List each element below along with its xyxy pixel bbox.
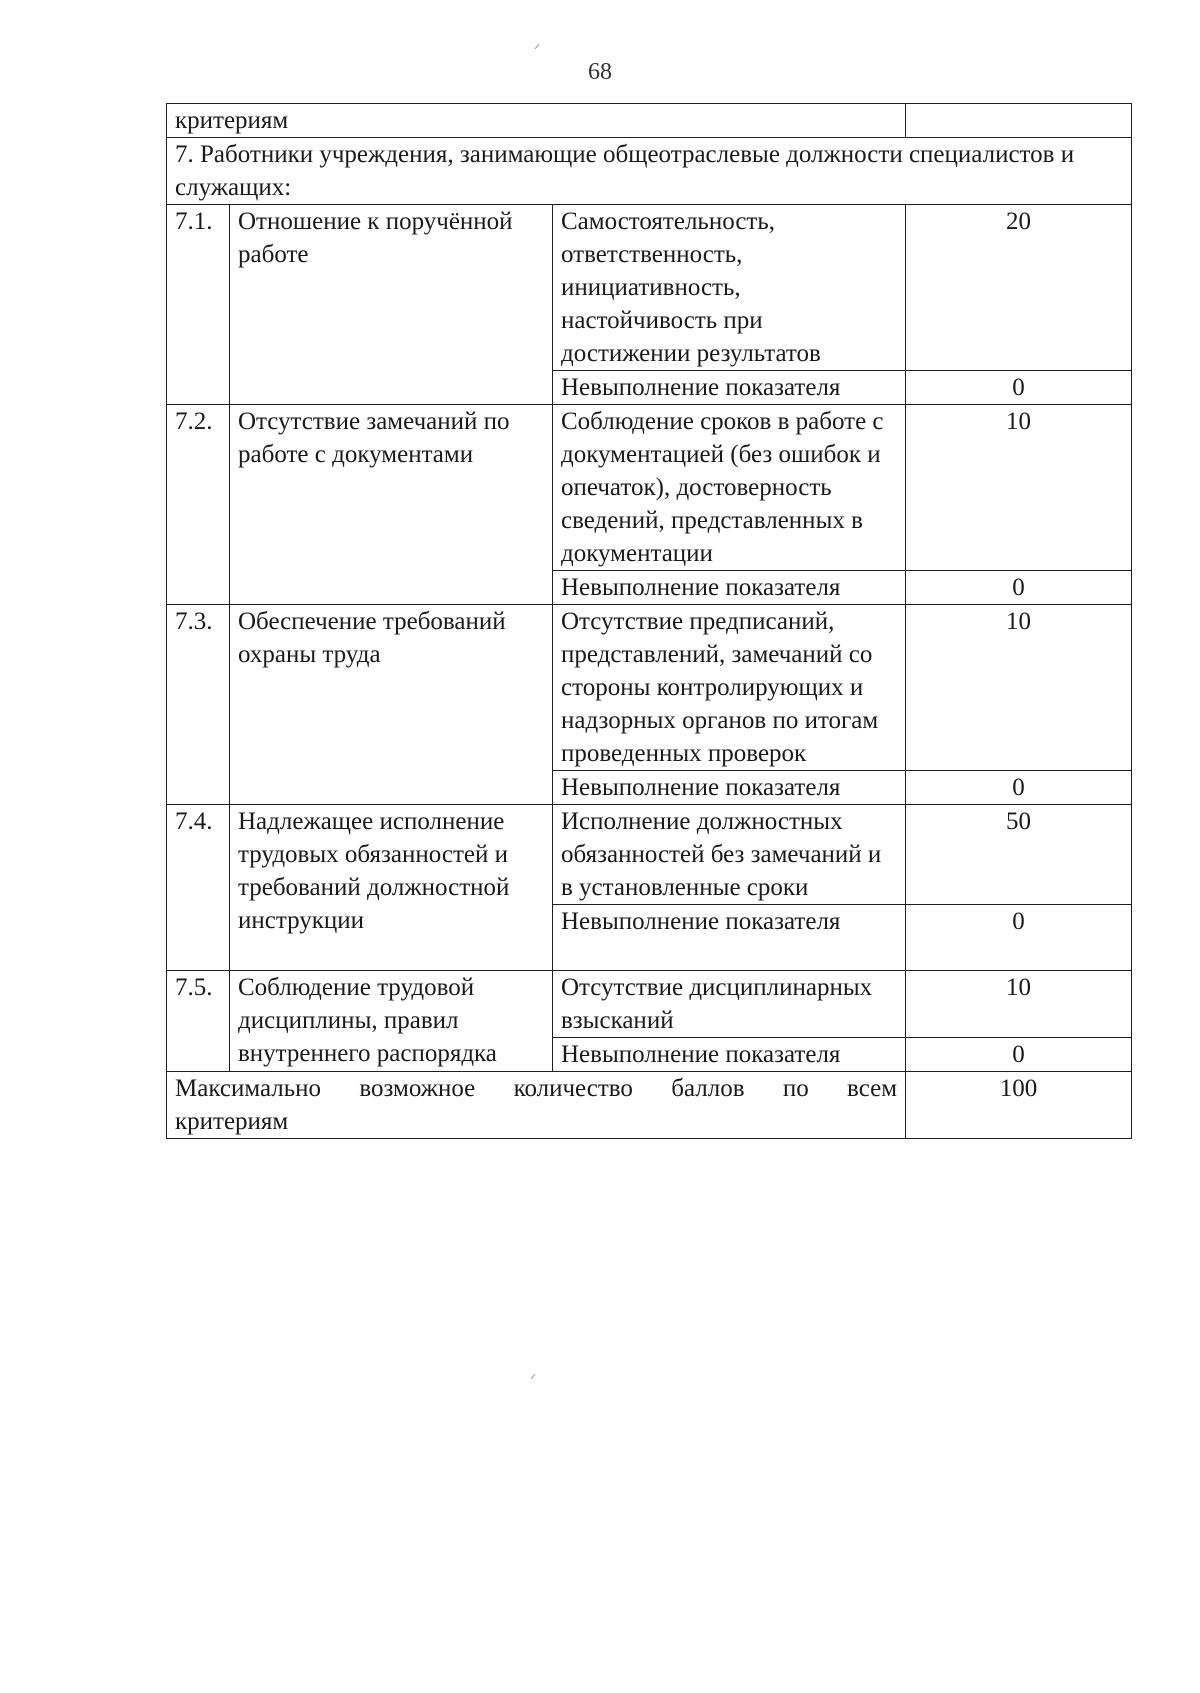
- indicator-text: Отсутствие предписаний, представлений, замечаний со стороны контролирующих и надзорных органов по итогам проведенных проверок: [553, 605, 906, 771]
- row-number: 7.2.: [167, 405, 230, 605]
- criterion-name: Обеспечение требований охраны труда: [230, 605, 553, 805]
- scan-speck: [535, 44, 540, 49]
- table-row: [167, 605, 1132, 771]
- section-heading: 7. Работники учреждения, занимающие общеотраслевые должности специалистов и служащих:: [167, 138, 1132, 205]
- indicator-text: Невыполнение показателя: [553, 1038, 906, 1072]
- total-row: [167, 1072, 1132, 1139]
- indicator-score: 10: [906, 405, 1132, 571]
- indicator-score: 0: [906, 1038, 1132, 1072]
- indicator-score: 0: [906, 905, 1132, 971]
- indicator-text: Соблюдение сроков в работе с документацией (без ошибок и опечаток), достоверность сведений, представленных в документации: [553, 405, 906, 571]
- section-heading-row: [167, 138, 1132, 205]
- indicator-score: 20: [906, 205, 1132, 371]
- scan-speck: [531, 1374, 536, 1379]
- continuation-row: [167, 104, 1132, 138]
- continuation-text: критериям: [167, 104, 906, 138]
- criterion-name: Надлежащее исполнение трудовых обязанностей и требований должностной инструкции: [230, 805, 553, 971]
- indicator-score: 10: [906, 605, 1132, 771]
- indicator-text: Исполнение должностных обязанностей без замечаний и в установленные сроки: [553, 805, 906, 905]
- indicator-score: 0: [906, 371, 1132, 405]
- indicator-text: Невыполнение показателя: [553, 771, 906, 805]
- table-row: [167, 805, 1132, 905]
- indicator-score: 50: [906, 805, 1132, 905]
- criterion-name: Отношение к поручённой работе: [230, 205, 553, 405]
- continuation-score-cell: [906, 104, 1132, 138]
- criterion-name: Отсутствие замечаний по работе с документами: [230, 405, 553, 605]
- indicator-score: 10: [906, 971, 1132, 1038]
- table-row: [167, 205, 1132, 371]
- total-label-line: критериям: [175, 1108, 289, 1135]
- row-number: 7.1.: [167, 205, 230, 405]
- indicator-text: Невыполнение показателя: [553, 371, 906, 405]
- indicator-score: 0: [906, 571, 1132, 605]
- table-row: [167, 971, 1132, 1038]
- indicator-text: Невыполнение показателя: [553, 571, 906, 605]
- criterion-name: Соблюдение трудовой дисциплины, правил внутреннего распорядка: [230, 971, 553, 1072]
- indicator-text: Самостоятельность, ответственность, инициативность, настойчивость при достижении результатов: [553, 205, 906, 371]
- row-number: 7.3.: [167, 605, 230, 805]
- indicator-text: Невыполнение показателя: [553, 905, 906, 971]
- row-number: 7.4.: [167, 805, 230, 971]
- row-number: 7.5.: [167, 971, 230, 1072]
- criteria-table: [166, 103, 1132, 1139]
- total-label-line: Максимально возможное количество баллов по всем: [175, 1075, 898, 1102]
- indicator-score: 0: [906, 771, 1132, 805]
- total-score: 100: [906, 1072, 1132, 1139]
- table-row: [167, 405, 1132, 571]
- total-label: [167, 1072, 906, 1139]
- page-number: 68: [588, 59, 612, 85]
- indicator-text: Отсутствие дисциплинарных взысканий: [553, 971, 906, 1038]
